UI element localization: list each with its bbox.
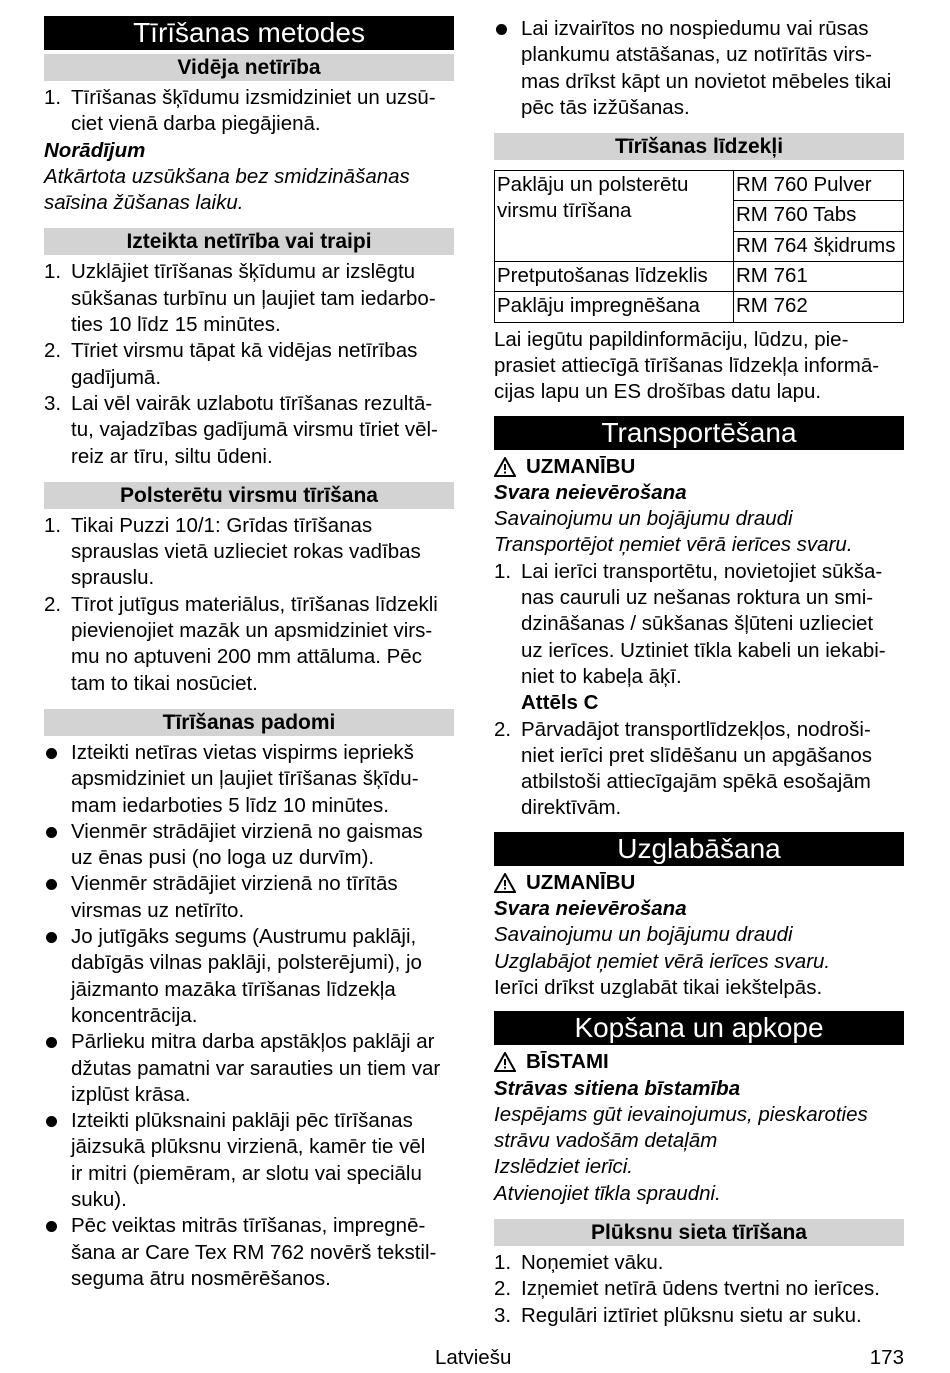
table-cell: RM 761	[734, 262, 904, 292]
figure-reference: Attēls C	[521, 691, 599, 715]
subheading-cleaning-agents: Tīrīšanas līdzekļi	[494, 133, 904, 160]
left-column	[44, 16, 454, 1292]
caution-label: UZMANĪBU	[494, 454, 904, 480]
table-cell: RM 762	[734, 292, 904, 322]
section-title-care-maintenance: Kopšana un apkope	[494, 1011, 904, 1045]
bullet-icon	[46, 932, 57, 943]
list-item: 1. Tīrīšanas šķīdumu izsmidziniet un uzsū- ciet vienā darba piegājienā.	[44, 86, 436, 136]
danger-label: BĪSTAMI	[494, 1049, 904, 1075]
list-item: 1. Tikai Puzzi 10/1: Grīdas tīrīšanas sprauslas vietā uzlieciet rokas vadības sprauslu.	[44, 513, 421, 590]
bullet-icon	[496, 24, 507, 35]
storage-text: Ierīci drīkst uzglabāt tikai iekštelpās.	[494, 975, 823, 999]
heavy-soiling-steps	[44, 259, 454, 469]
subheading-cleaning-tips: Tīrīšanas padomi	[44, 709, 454, 736]
table-cell: RM 760 Pulver	[734, 171, 904, 201]
table-cell: Paklāju un polsterētu virsmu tīrīšana	[495, 171, 734, 262]
subheading-upholstery-cleaning: Polsterētu virsmu tīrīšana	[44, 482, 454, 509]
list-item: 3. Regulāri iztīriet plūksnu sietu ar suku.	[494, 1303, 862, 1327]
bullet-icon	[46, 827, 57, 838]
list-item: 1. Noņemiet vāku.	[494, 1250, 664, 1274]
danger-title: Strāvas sitiena bīstamība	[494, 1076, 741, 1100]
caution-text: Savainojumu un bojājumu draudi Uzglabājot ņemiet vērā ierīces svaru.	[494, 923, 831, 973]
list-item: Vienmēr strādājiet virzienā no tīrītās virsmas uz netīrīto.	[44, 871, 454, 924]
caution-text: Savainojumu un bojājumu draudi Transportējot ņemiet vērā ierīces svaru.	[494, 507, 853, 557]
agents-info-text: Lai iegūtu papildinformāciju, lūdzu, pie- prasiet attiecīgā tīrīšanas līdzekļa informā- cijas lapu un ES drošības datu lapu.	[494, 327, 880, 404]
caution-title: Svara neievērošana	[494, 897, 687, 921]
list-item: 3. Lai vēl vairāk uzlabotu tīrīšanas rezultā- tu, vajadzības gadījumā virsmu tīriet vēl- reiz ar tīru, siltu ūdeni.	[44, 391, 438, 468]
bullet-icon	[46, 1221, 57, 1232]
table-row	[495, 262, 904, 292]
list-item: Pēc veiktas mitrās tīrīšanas, impregnē- šana ar Care Tex RM 762 novērš tekstil- seguma ātru nosmērēšanos.	[44, 1213, 454, 1292]
transport-steps	[494, 559, 904, 690]
table-cell: RM 764 šķidrums	[734, 231, 904, 261]
footer-language: Latviešu	[435, 1346, 512, 1369]
warning-triangle-icon	[494, 873, 516, 893]
right-column	[494, 16, 904, 1329]
list-item: 1. Uzklājiet tīrīšanas šķīdumu ar izslēgtu sūkšanas turbīnu un ļaujiet tam iedarbo- ties 10 līdz 15 minūtes.	[44, 260, 436, 337]
drying-tip	[494, 16, 904, 121]
table-cell: RM 760 Tabs	[734, 201, 904, 231]
section-title-transport: Transportēšana	[494, 416, 904, 450]
warning-triangle-icon	[494, 457, 516, 477]
cleaning-tips-list	[44, 740, 454, 1292]
table-cell: Pretputošanas līdzeklis	[495, 262, 734, 292]
list-item: 2. Tīriet virsmu tāpat kā vidējas netīrības gadījumā.	[44, 339, 418, 389]
list-item: Izteikti netīras vietas vispirms iepriekš apsmidziniet un ļaujiet tīrīšanas šķīdu- mam iedarboties 5 līdz 10 minūtes.	[44, 740, 454, 819]
table-cell: Paklāju impregnēšana	[495, 292, 734, 322]
list-item: 2. Pārvadājot transportlīdzekļos, nodroši- niet ierīci pret slīdēšanu un apgāšanos atbilstoši attiecīgajām spēkā esošajām direktīvām.	[494, 717, 873, 820]
table-row	[495, 292, 904, 322]
list-item: Vienmēr strādājiet virzienā no gaismas uz ēnas pusi (no loga uz durvīm).	[44, 819, 454, 872]
medium-soiling-steps	[44, 85, 454, 138]
lint-sieve-steps	[494, 1250, 904, 1329]
note-text: Atkārtota uzsūkšana bez smidzināšanas saīsina žūšanas laiku.	[44, 164, 410, 215]
list-item: 2. Tīrot jutīgus materiālus, tīrīšanas līdzekli pievienojiet mazāk un apsmidziniet virs- mu no aptuveni 200 mm attāluma. Pēc tam to tikai nosūciet.	[44, 592, 438, 695]
section-title-cleaning-methods: Tīrīšanas metodes	[44, 16, 454, 50]
list-item: 1. Lai ierīci transportētu, novietojiet sūkša- nas cauruli uz nešanas roktura un smi- dzināšanas / sūkšanas šļūteni uzlieciet uz ierīces. Uztiniet tīkla kabeli un iekabi- niet to kabeļa āķī.	[494, 559, 886, 688]
bullet-icon	[46, 1116, 57, 1127]
section-title-storage: Uzglabāšana	[494, 832, 904, 866]
bullet-icon	[46, 879, 57, 890]
note-label: Norādījum	[44, 138, 146, 162]
bullet-icon	[46, 748, 57, 759]
list-item: Jo jutīgāks segums (Austrumu paklāji, dabīgās vilnas paklāji, polsterējumi), jo jāizmanto mazāka tīrīšanas līdzekļa koncentrācija.	[44, 924, 454, 1029]
transport-steps-continued	[494, 717, 904, 822]
caution-title: Svara neievērošana	[494, 480, 687, 504]
list-item: Lai izvairītos no nospiedumu vai rūsas plankumu atstāšanas, uz notīrītās virs- mas drīkst kāpt un novietot mēbeles tikai pēc tās izžūšanas.	[494, 16, 904, 121]
upholstery-steps	[44, 513, 454, 697]
caution-label: UZMANĪBU	[494, 870, 904, 896]
list-item: 2. Izņemiet netīrā ūdens tvertni no ierīces.	[494, 1277, 880, 1301]
cleaning-agents-table	[494, 170, 904, 322]
list-item: Pārlieku mitra darba apstākļos paklāji ar džutas pamatni var sarauties un tiem var izplūst krāsa.	[44, 1029, 454, 1108]
subheading-lint-sieve: Plūksnu sieta tīrīšana	[494, 1219, 904, 1246]
bullet-icon	[46, 1037, 57, 1048]
list-item: Izteikti plūksnaini paklāji pēc tīrīšanas jāizsukā plūksnu virzienā, kamēr tie vēl ir mitri (piemēram, ar slotu vai speciālu suku).	[44, 1108, 454, 1213]
table-row	[495, 171, 904, 201]
subheading-heavy-soiling: Izteikta netīrība vai traipi	[44, 228, 454, 255]
subheading-medium-soiling: Vidēja netīrība	[44, 54, 454, 81]
page-number: 173	[869, 1346, 904, 1369]
danger-text: Iespējams gūt ievainojumus, pieskaroties strāvu vadošām detaļām Izslēdziet ierīci. Atvienojiet tīkla spraudni.	[494, 1102, 868, 1205]
warning-triangle-icon	[494, 1052, 516, 1072]
